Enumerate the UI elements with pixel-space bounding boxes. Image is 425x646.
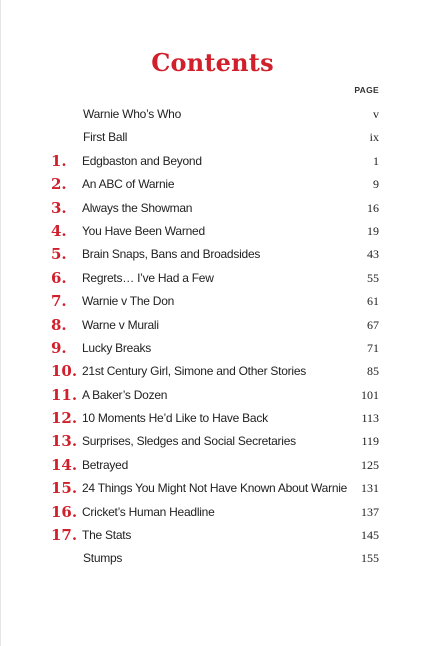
chapter-number: 6. — [51, 268, 67, 287]
toc-entry[interactable] — [0, 126, 425, 149]
chapter-title: Warnie v The Don — [82, 294, 175, 309]
chapter-title: Surprises, Sledges and Social Secretaries — [82, 434, 296, 449]
page-number: 101 — [361, 387, 379, 402]
chapter-title: 24 Things You Might Not Have Known About Warnie — [82, 481, 348, 496]
chapter-number: 1. — [51, 151, 67, 170]
chapter-number: 2. — [51, 175, 67, 194]
chapter-title: Stumps — [83, 551, 123, 566]
page-number: 61 — [367, 294, 379, 309]
page-number: 137 — [361, 504, 379, 519]
toc-entry[interactable] — [0, 314, 425, 337]
chapter-number: 15. — [51, 479, 78, 498]
page-number: 119 — [361, 434, 379, 449]
toc-entry[interactable] — [0, 430, 425, 453]
chapter-title: Lucky Breaks — [82, 340, 152, 355]
page-number: 145 — [361, 528, 379, 543]
chapter-number: 16. — [51, 502, 78, 521]
chapter-number: 12. — [51, 409, 78, 428]
chapter-title: Betrayed — [82, 457, 129, 472]
chapter-number: 14. — [51, 455, 78, 474]
chapter-title: First Ball — [83, 130, 128, 145]
chapter-number: 9. — [51, 338, 67, 357]
toc-entry[interactable] — [0, 243, 425, 266]
chapter-title: Always the Showman — [82, 200, 193, 215]
page-number: 19 — [367, 223, 379, 238]
chapter-number: 10. — [51, 362, 78, 381]
page-number: 85 — [367, 364, 379, 379]
page-column-header: PAGE — [354, 85, 379, 95]
chapter-title: Warnie Who’s Who — [83, 107, 182, 121]
toc-entry[interactable] — [0, 290, 425, 313]
chapter-title: 10 Moments He’d Like to Have Back — [82, 411, 268, 426]
chapter-number: 5. — [51, 245, 67, 264]
chapter-title: You Have Been Warned — [82, 223, 205, 238]
page-number: 16 — [367, 200, 379, 215]
toc-entry[interactable] — [0, 103, 425, 126]
chapter-number: 17. — [51, 526, 78, 545]
chapter-title: The Stats — [82, 528, 132, 543]
toc-entry[interactable] — [0, 547, 425, 570]
chapter-title: Edgbaston and Beyond — [82, 153, 202, 168]
chapter-title: An ABC of Warnie — [82, 177, 175, 192]
page-title: Contents — [151, 48, 274, 77]
page-number: 71 — [367, 340, 379, 355]
toc-entry[interactable] — [0, 267, 425, 290]
toc-entry[interactable] — [0, 173, 425, 196]
chapter-number: 8. — [51, 315, 67, 334]
page-number: 1 — [373, 153, 379, 168]
toc-entry[interactable] — [0, 220, 425, 243]
chapter-number: 4. — [51, 221, 67, 240]
page-number: 155 — [361, 551, 379, 566]
page-number: 125 — [361, 457, 379, 472]
chapter-title: A Baker’s Dozen — [82, 387, 168, 402]
page-number: 131 — [361, 481, 379, 496]
chapter-number: 11. — [51, 385, 78, 404]
toc-entry[interactable] — [0, 501, 425, 524]
page-number: 113 — [361, 411, 379, 426]
toc-entry[interactable] — [0, 384, 425, 407]
chapter-title: 21st Century Girl, Simone and Other Stories — [82, 364, 307, 379]
chapter-number: 13. — [51, 432, 78, 451]
toc-entry[interactable] — [0, 407, 425, 430]
toc-entry[interactable] — [0, 477, 425, 500]
page-number: 43 — [367, 247, 379, 262]
toc-entry[interactable] — [0, 454, 425, 477]
page-number: 67 — [367, 317, 379, 332]
page-number: 9 — [373, 177, 379, 192]
page-number: ix — [369, 130, 379, 145]
toc-entry[interactable] — [0, 360, 425, 383]
chapter-number: 7. — [51, 292, 67, 311]
chapter-title: Regrets… I’ve Had a Few — [82, 270, 214, 285]
page-number: 55 — [367, 270, 379, 285]
chapter-title: Cricket’s Human Headline — [82, 504, 215, 519]
toc-entry[interactable] — [0, 150, 425, 173]
chapter-title: Brain Snaps, Bans and Broadsides — [82, 247, 261, 262]
toc-entry[interactable] — [0, 197, 425, 220]
toc-entry[interactable] — [0, 524, 425, 547]
page-number: v — [373, 107, 379, 121]
table-of-contents — [0, 103, 425, 571]
toc-entry[interactable] — [0, 337, 425, 360]
chapter-number: 3. — [51, 198, 67, 217]
chapter-title: Warne v Murali — [82, 317, 159, 332]
